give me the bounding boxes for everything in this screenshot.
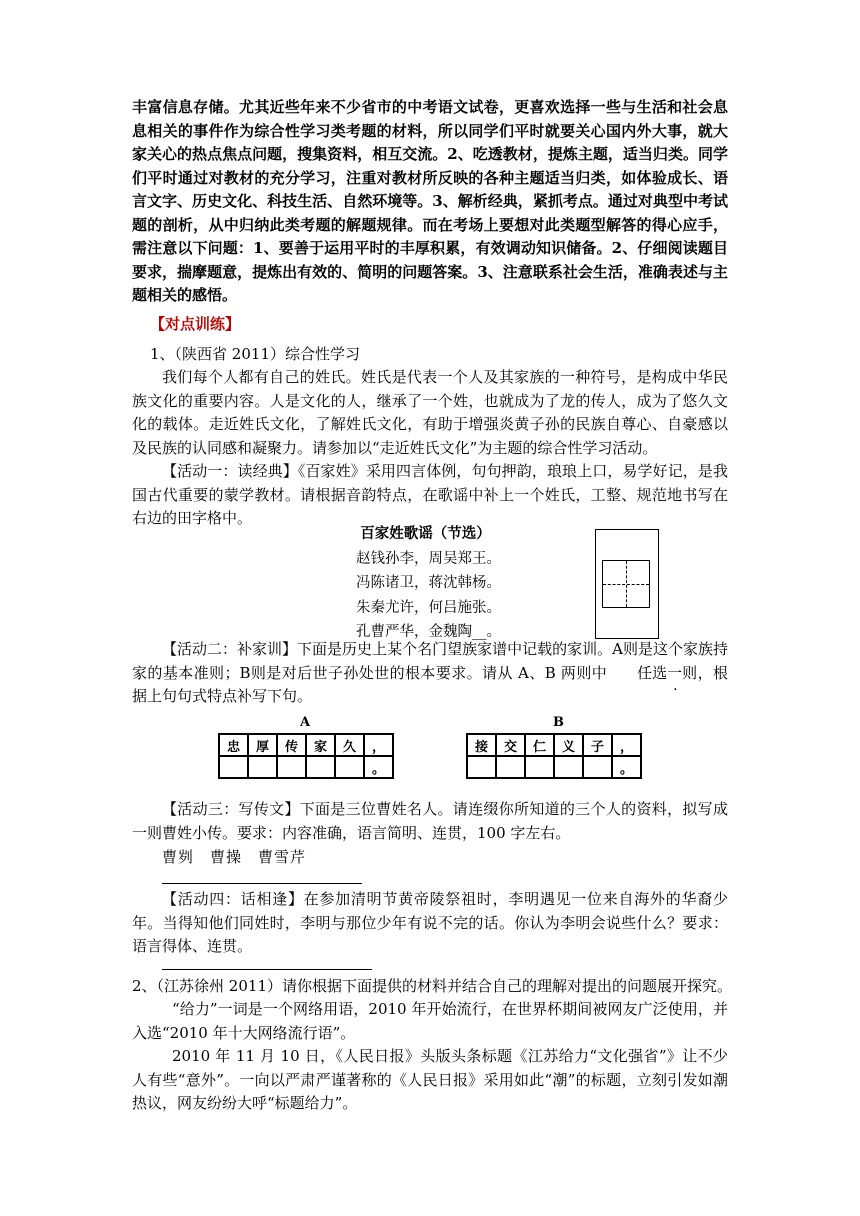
famous-names: 曹刿 曹操 曹雪芹 <box>162 848 307 866</box>
poem-title: 百家姓歌谣（节选） <box>360 525 491 542</box>
grid-b-cell: 交 <box>496 734 525 756</box>
grid-b-cell: 义 <box>554 734 583 756</box>
intro-paragraph: 丰富信息存储。尤其近些年来不少省市的中考语文试卷，更喜欢选择一些与生活和社会息息相关的事件作为综合性学习类考题的材料，所以同学们平时就要关心国内外大事，就大家关心的热点焦点问题，搜集资料，相互交流。2、吃透教材，提炼主题，适当归类。同学们平时通过对教材的充分学习，注重对教材所反映的各种主题适当归类，如体验成长、语言文字、历史文化、科技生活、自然环境等。3、解析经典，紧抓考点。通过对典型中考试题的剖析，从中归纳此类考题的解题规律。而在考场上要想对此类题型解答的得心应手，需注意以下问题：1、要善于运用平时的丰厚积累，有效调动知识储备。2、仔细阅读题目要求，揣摩题意，提炼出有效的、简明的问题答案。3、注意联系社会生活，准确表述与主题相关的感悟。 <box>132 98 728 304</box>
grid-a-cell: 忠 <box>219 734 248 756</box>
poem-line: 冯陈诸卫，蒋沈韩杨。 <box>356 575 501 591</box>
answer-line[interactable] <box>162 883 362 884</box>
grid-b-cell-end: 。 <box>612 756 641 778</box>
grid-a-blank[interactable] <box>219 756 248 778</box>
grid-a-blank[interactable] <box>306 756 335 778</box>
question-1-intro: 我们每个人都有自己的姓氏。姓氏是代表一个人及其家族的一种符号，是构成中华民族文化的重要内容。人是文化的人，继承了一个姓，也就成为了龙的传人，成为了悠久文化的载体。走近姓氏文化，了解姓氏文化，有助于增强炎黄子孙的民族自尊心、自豪感以及民族的认同感和凝聚力。请参加以“走近姓氏文化”为主题的综合性学习活动。 <box>132 368 728 457</box>
grid-b-cell: ， <box>612 734 641 756</box>
grid-a-label: A <box>300 715 311 730</box>
grid-a-cell: 传 <box>277 734 306 756</box>
tianzige-frame <box>595 529 659 639</box>
grid-a <box>218 733 394 779</box>
grid-a-blank[interactable] <box>248 756 277 778</box>
question-1-title: 1、（陕西省 2011）综合性学习 <box>150 345 360 363</box>
grid-a-cell: 厚 <box>248 734 277 756</box>
grid-a-cell: ， <box>364 734 393 756</box>
grid-b-blank[interactable] <box>583 756 612 778</box>
poem <box>356 522 501 645</box>
grid-b-blank[interactable] <box>554 756 583 778</box>
question-2-title: 2、（江苏徐州 2011）请你根据下面提供的材料并结合自己的理解对提出的问题展开探究。 <box>132 977 732 995</box>
answer-line[interactable] <box>162 969 372 970</box>
activity-4-text: 【活动四：话相逢】在参加清明节黄帝陵祭祖时，李明遇见一位来自海外的华裔少年。当得知他们同姓时，李明与那位少年有说不完的话。你认为李明会说些什么？要求：语言得体、连贯。 <box>132 890 728 955</box>
poem-line: 朱秦尤许，何吕施张。 <box>356 599 501 616</box>
grid-b-cell: 仁 <box>525 734 554 756</box>
grid-b-blank[interactable] <box>467 756 496 778</box>
activity-3-text: 【活动三：写传文】下面是三位曹姓名人。请连缀你所知道的三个人的资料，拟写成一则曹姓小传。要求：内容准确，语言简明、连贯，100 字左右。 <box>132 800 728 842</box>
grid-a-blank[interactable] <box>277 756 306 778</box>
grid-a-cell: 家 <box>306 734 335 756</box>
poem-line: 孔曹严华，金魏陶__。 <box>356 624 501 640</box>
grid-b-cell: 接 <box>467 734 496 756</box>
grid-b-label: B <box>553 715 564 730</box>
grid-b <box>466 733 642 779</box>
question-2-paragraph-1: “给力”一词是一个网络用语，2010 年开始流行，在世界杯期间被网友广泛使用，并入选“2010 年十大网络流行语”。 <box>132 1000 728 1042</box>
grid-b-blank[interactable] <box>496 756 525 778</box>
activity-1-text: 【活动一：读经典】《百家姓》采用四言体例，句句押韵，琅琅上口，易学好记，是我国古代重要的蒙学教材。请根据音韵特点，在歌谣中补上一个姓氏，工整、规范地书写在右边的田字格中。 <box>132 462 728 527</box>
activity-2-text-b: ，根据上句句式特点补写下句。 <box>132 663 728 705</box>
tianzige-cell[interactable] <box>602 560 650 608</box>
activity-2-text <box>132 638 728 709</box>
activity-2-text-a: 【活动二：补家训】下面是历史上某个名门望族家谱中记载的家训。A则是这个家族持家的基本准则；B则是对后世子孙处世的根本要求。请从 A、B 两则中 <box>132 640 728 682</box>
activity-2-emphasis: 任选一则 <box>637 663 698 682</box>
grid-b-cell: 子 <box>583 734 612 756</box>
grid-a-cell: 久 <box>335 734 364 756</box>
question-2-paragraph-2: 2010 年 11 月 10 日，《人民日报》头版头条标题《江苏给力“文化强省”》让不少人有些“意外”。一向以严肃严谨著称的《人民日报》采用如此“潮”的标题，立刻引发如潮热议，网友纷纷大呼“标题给力”。 <box>132 1047 728 1112</box>
grid-a-cell-end: 。 <box>364 756 393 778</box>
poem-line: 赵钱孙李，周吴郑王。 <box>356 550 501 567</box>
grid-a-blank[interactable] <box>335 756 364 778</box>
grid-b-blank[interactable] <box>525 756 554 778</box>
section-heading: 【对点训练】 <box>150 315 241 333</box>
